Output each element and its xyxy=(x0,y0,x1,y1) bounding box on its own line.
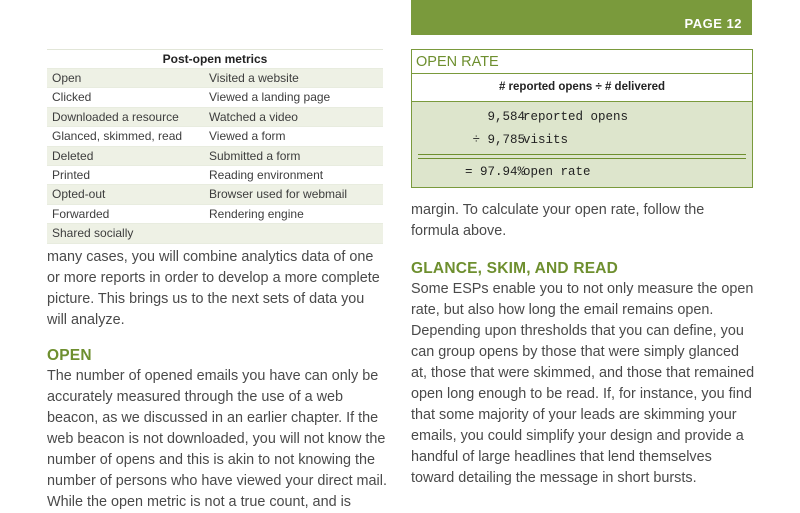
calc-line-visits xyxy=(412,131,752,149)
open-rate-formula: # reported opens ÷ # delivered xyxy=(412,74,752,102)
glance-paragraph: Some ESPs enable you to not only measure the open rate, but also how long the email remains open. Depending upon thresholds that you can define, you can group opens by those that were simply glanced at, those that were skimmed, and those that remained open long enough to be read. If, for instance, you find that some majority of your leads are skimming your emails, you could simplify your design and provide a handful of large headlines that lend themselves toward detailing the message in short bursts. xyxy=(411,281,755,486)
open-rate-title: OPEN RATE xyxy=(412,50,752,74)
table-row xyxy=(47,107,383,126)
left-text-column xyxy=(47,247,387,513)
table-cell: Open xyxy=(52,71,82,85)
table-cell: Forwarded xyxy=(52,206,110,221)
table-cell: Submitted a form xyxy=(209,148,301,163)
table-row xyxy=(47,146,383,165)
open-rate-calculation xyxy=(412,102,752,187)
table-row xyxy=(47,204,383,223)
visits-label: visits xyxy=(523,133,569,147)
visits-value: ÷ 9,785 xyxy=(472,133,525,147)
table-cell: Downloaded a resource xyxy=(52,109,179,124)
table-row xyxy=(47,165,383,184)
open-rate-value: = 97.94% xyxy=(464,165,525,179)
double-divider xyxy=(418,154,746,159)
table-cell: Shared socially xyxy=(52,226,134,241)
table-cell: Viewed a form xyxy=(209,129,286,144)
calc-line-reported xyxy=(412,108,752,126)
table-row xyxy=(47,184,383,203)
page-number-banner xyxy=(411,0,752,35)
page-number: PAGE 12 xyxy=(684,16,742,31)
table-cell: Browser used for webmail xyxy=(209,187,348,202)
table-row xyxy=(47,68,383,87)
table-cell: Reading environment xyxy=(209,167,324,182)
open-rate-box xyxy=(411,49,753,188)
table-cell: Deleted xyxy=(52,148,94,163)
intro-paragraph: many cases, you will combine analytics data of one or more reports in order to develop a more complete picture. This brings us to the next sets of data you will analyze. xyxy=(47,249,380,328)
table-row xyxy=(47,87,383,106)
table-cell: Rendering engine xyxy=(209,206,304,221)
post-open-metrics-table xyxy=(47,49,383,244)
calc-line-result xyxy=(412,163,752,181)
open-heading: OPEN xyxy=(47,347,92,364)
table-cell: Clicked xyxy=(52,90,92,105)
table-row xyxy=(47,126,383,145)
table-title: Post-open metrics xyxy=(162,52,268,66)
table-cell: Viewed a landing page xyxy=(209,90,331,105)
glance-heading: GLANCE, SKIM, AND READ xyxy=(411,260,619,277)
continuation-paragraph: margin. To calculate your open rate, follow the formula above. xyxy=(411,202,705,239)
table-cell: Visited a website xyxy=(209,71,299,85)
reported-opens-label: reported opens xyxy=(523,110,629,124)
open-rate-label: open rate xyxy=(523,165,591,179)
open-paragraph: The number of opened emails you have can only be accurately measured through the use of a web beacon, as we discussed in an earlier chapter. If the web beacon is not downloaded, you will not know the number of opens and this is akin to not knowing the number of persons who have viewed your direct mail. While the open metric is not a true count, and is xyxy=(47,368,387,510)
table-cell: Watched a video xyxy=(209,109,298,124)
reported-opens-value: 9,584 xyxy=(487,110,525,124)
table-cell xyxy=(209,224,383,242)
right-text-column xyxy=(411,200,756,489)
table-cell: Glanced, skimmed, read xyxy=(52,129,183,144)
table-row xyxy=(47,223,383,243)
table-cell: Printed xyxy=(52,167,91,182)
table-cell: Opted-out xyxy=(52,187,106,202)
